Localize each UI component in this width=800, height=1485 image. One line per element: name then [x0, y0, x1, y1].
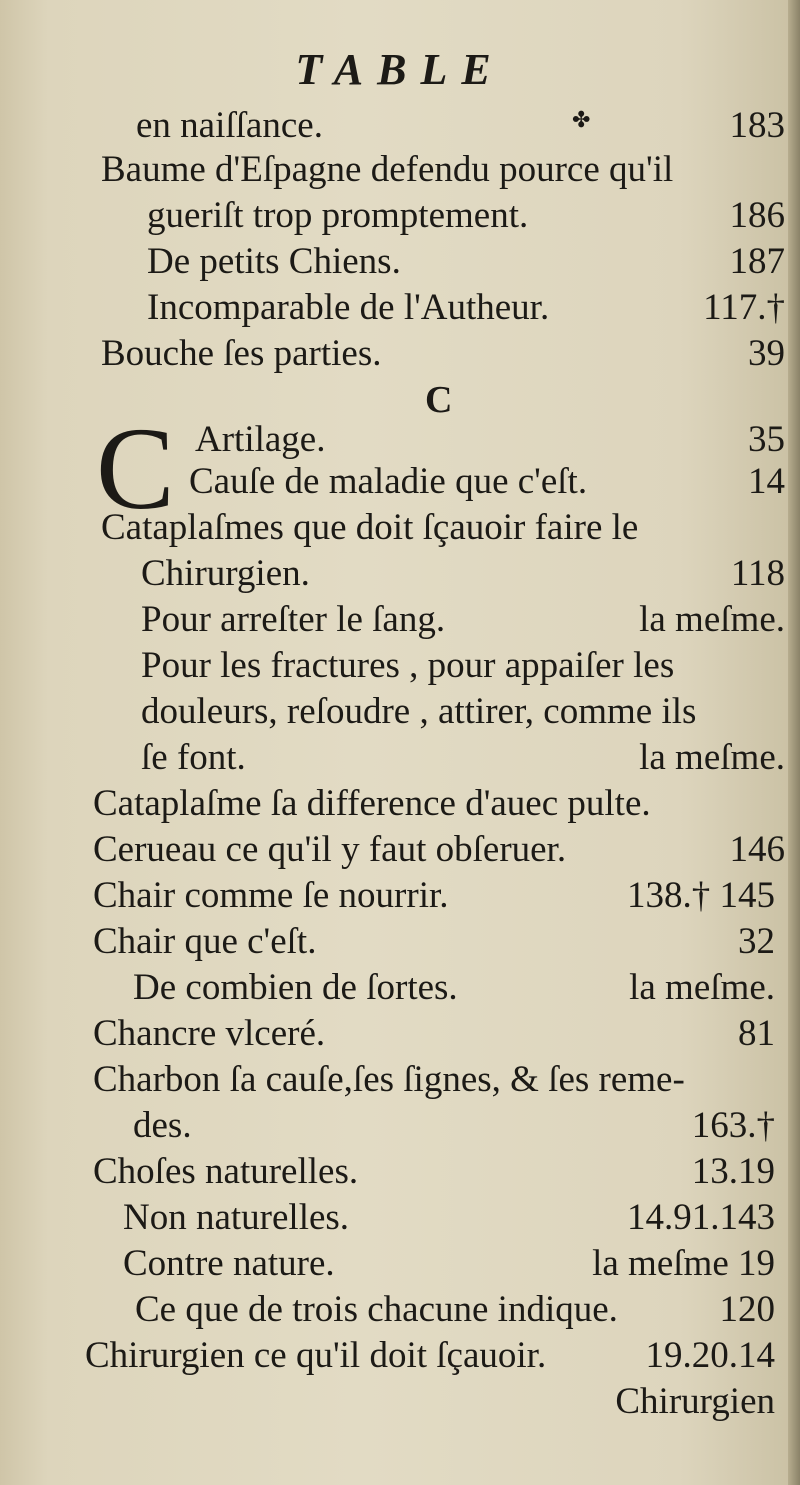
index-entry [85, 1380, 775, 1424]
entry-text: Cataplaſme ſa difference d'auec pulte. [93, 783, 651, 824]
index-entry [101, 506, 785, 550]
entry-text: Pour les fractures , pour appaiſer les [141, 645, 675, 686]
entry-page-ref: la meſme. [639, 737, 785, 778]
entry-text: Chair comme ſe nourrir. [93, 875, 449, 916]
entry-page-ref: 32 [738, 921, 775, 962]
index-entry [195, 418, 785, 462]
index-entry [93, 1012, 775, 1056]
entry-page-ref: 117.† [703, 287, 785, 328]
printers-ornament-icon: ✤ [572, 108, 591, 133]
index-entry [93, 874, 775, 918]
entry-text: Cataplaſmes que doit ſçauoir faire le [101, 507, 639, 548]
entry-text: Choſes naturelles. [93, 1151, 359, 1192]
page-gutter [788, 0, 800, 1485]
entry-page-ref: 186 [729, 195, 785, 236]
entry-page-ref: Chirurgien [615, 1381, 775, 1422]
entry-text: Bouche ſes parties. [101, 333, 382, 374]
index-entry [93, 828, 785, 872]
entry-text: Chirurgien. [141, 553, 310, 594]
entry-text: Ce que de trois chacune indique. [135, 1289, 618, 1330]
index-entry [189, 460, 785, 504]
entry-page-ref: 146 [729, 829, 785, 870]
entry-text: Pour arreſter le ſang. [141, 599, 446, 640]
index-entry [141, 552, 785, 596]
entry-page-ref: la meſme. [639, 599, 785, 640]
entry-page-ref: 35 [748, 419, 785, 460]
entry-text: Chair que c'eſt. [93, 921, 317, 962]
index-entry [141, 690, 785, 734]
entry-text: ſe font. [141, 737, 246, 778]
entry-page-ref: 39 [748, 333, 785, 374]
entry-page-ref: 118 [730, 553, 785, 594]
index-entry [93, 1150, 775, 1194]
index-entry [135, 1288, 775, 1332]
entry-page-ref: la meſme. [629, 967, 775, 1008]
entry-text: Artilage. [195, 419, 326, 460]
entry-page-ref: 120 [719, 1289, 775, 1330]
section-letter: C [425, 379, 453, 421]
entry-page-ref: 81 [738, 1013, 775, 1054]
index-entry [141, 644, 785, 688]
entry-page-ref: 13.19 [691, 1151, 775, 1192]
index-entry [133, 966, 775, 1010]
entry-text: Contre nature. [123, 1243, 335, 1284]
index-entry [147, 194, 785, 238]
entry-text: Cerueau ce qu'il y faut obſeruer. [93, 829, 567, 870]
entry-text: De combien de ſortes. [133, 967, 458, 1008]
entry-page-ref: 14.91.143 [627, 1197, 775, 1238]
entry-page-ref: la meſme 19 [592, 1243, 775, 1284]
index-entry [123, 1196, 775, 1240]
page-title: TABLE [295, 45, 505, 94]
entry-page-ref: 163.† [691, 1105, 775, 1146]
index-entry [141, 736, 785, 780]
index-entry [93, 782, 785, 826]
index-entry [101, 332, 785, 376]
index-entry [85, 1334, 775, 1378]
entry-text: Chancre vlceré. [93, 1013, 326, 1054]
entry-text: douleurs, reſoudre , attirer, comme ils [141, 691, 697, 732]
index-entry [93, 920, 775, 964]
index-entry [101, 148, 785, 192]
entry-text: Charbon ſa cauſe,ſes ſignes, & ſes reme- [93, 1059, 685, 1100]
entry-page-ref: 138.† 145 [627, 875, 775, 916]
entry-page-ref: 187 [729, 241, 785, 282]
index-entry [123, 1242, 775, 1286]
entry-text: Baume d'Eſpagne defendu pource qu'il [101, 149, 674, 190]
index-entry [147, 240, 785, 284]
entry-text: gueriſt trop promptement. [147, 195, 529, 236]
entry-text: De petits Chiens. [147, 241, 401, 282]
entry-text: en naiſſance. [136, 105, 323, 146]
entry-text: des. [133, 1105, 192, 1146]
index-entry [136, 104, 785, 148]
index-entry [141, 598, 785, 642]
index-entry [133, 1104, 775, 1148]
entry-page-ref: 14 [748, 461, 785, 502]
entry-text: Incomparable de l'Autheur. [147, 287, 550, 328]
entry-text: Chirurgien ce qu'il doit ſçauoir. [85, 1335, 547, 1376]
drop-cap: C [96, 403, 175, 534]
entry-page-ref: 183 [729, 105, 785, 146]
index-entry [93, 1058, 775, 1102]
entry-text: Non naturelles. [123, 1197, 350, 1238]
entry-text: Cauſe de maladie que c'eſt. [189, 461, 588, 502]
entry-page-ref: 19.20.14 [645, 1335, 775, 1376]
index-entry [147, 286, 785, 330]
